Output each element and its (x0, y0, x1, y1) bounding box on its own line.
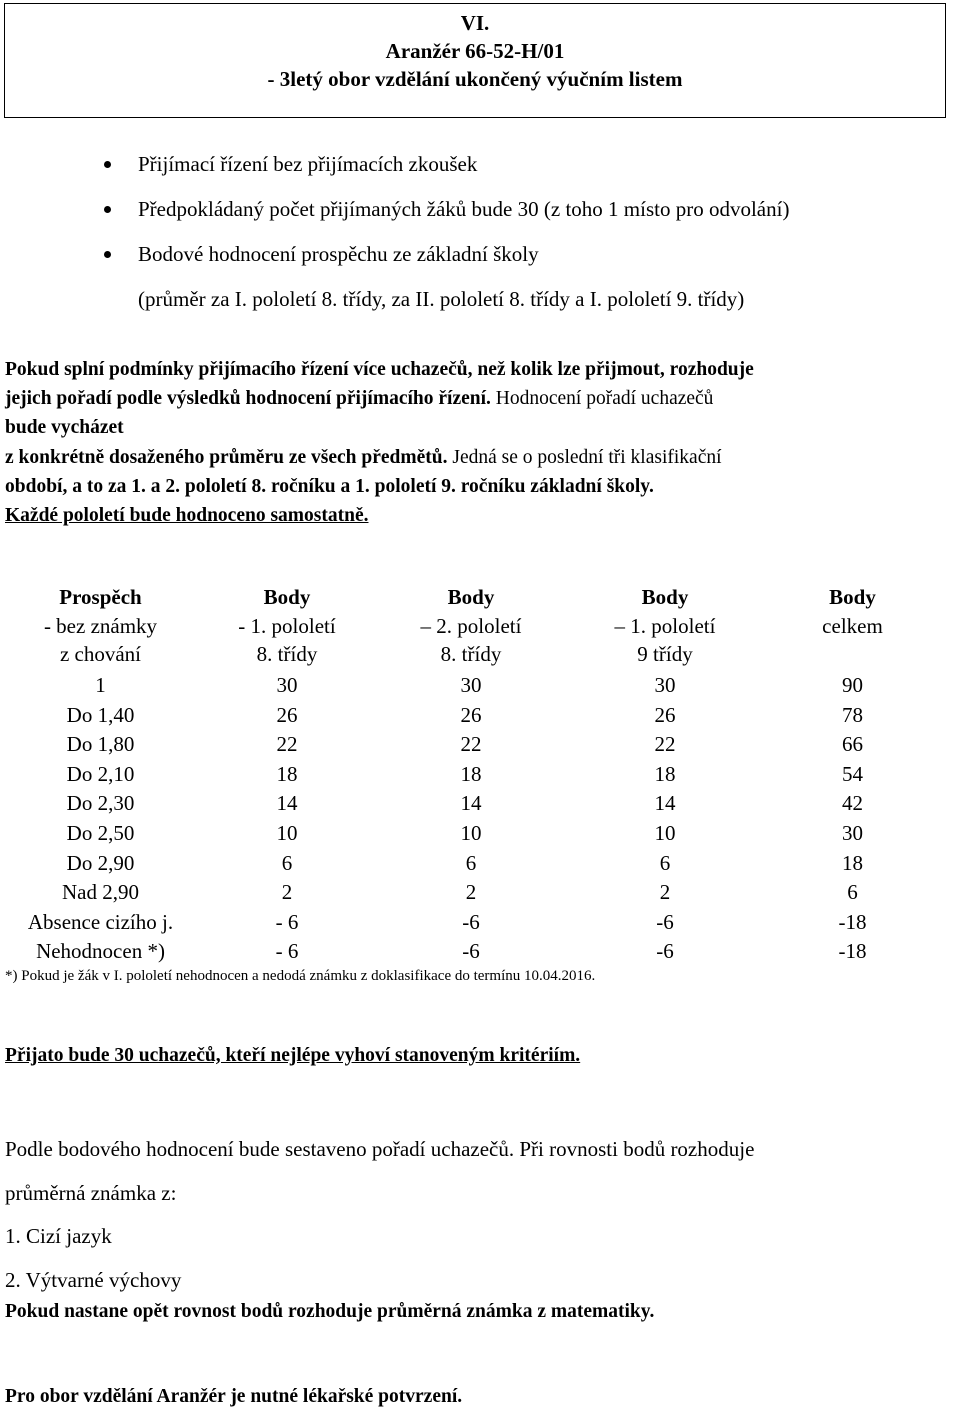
paragraph-text: jejich pořadí podle výsledků hodnocení přijímacího řízení. (5, 388, 491, 410)
paragraph-line: Každé pololetí bude hodnoceno samostatně. (5, 505, 369, 527)
table-cell: 6 (465, 850, 477, 875)
table-cell: - 6 (275, 939, 299, 964)
table-header-cell: Body - 1. pololetí 8. třídy (238, 585, 336, 666)
paragraph-text: Hodnocení pořadí uchazečů (490, 388, 714, 410)
paragraph-text: z konkrétně dosaženého průměru ze všech předmětů. (5, 446, 448, 468)
table-cell: Do 2,90 (66, 850, 135, 875)
table-cell: 54 (842, 761, 863, 786)
table-cell: 6 (847, 880, 858, 905)
table-cell: 14 (276, 791, 298, 816)
table-cell: 18 (654, 761, 676, 786)
table-cell: -6 (462, 909, 480, 934)
table-cell: 10 (460, 820, 482, 845)
table-cell: Do 2,50 (66, 820, 135, 845)
paragraph-line: bude vycházet (5, 417, 124, 439)
table-cell: -6 (656, 909, 674, 934)
table-cell: 30 (842, 820, 863, 845)
table-cell: 18 (276, 761, 298, 786)
table-cell: 66 (842, 732, 863, 757)
medical-requirement: Pro obor vzdělání Aranžér je nutné lékařské potvrzení. (5, 1386, 463, 1407)
table-row (4, 760, 940, 790)
table-cell: 2 (281, 880, 293, 905)
table-cell: 6 (659, 850, 671, 875)
table-cell: 22 (460, 732, 482, 757)
table-cell: - 6 (275, 909, 299, 934)
paragraph-line (5, 384, 960, 413)
table-footnote: *) Pokud je žák v I. pololetí nehodnocen a nedodá známku z doklasifikace do termínu 10.04.2016. (5, 968, 596, 984)
program-title: Aranžér 66-52-H/01 (385, 39, 565, 63)
math-tie-break: Pokud nastane opět rovnost bodů rozhoduje průměrná známka z matematiky. (5, 1301, 655, 1322)
table-cell: 2 (465, 880, 477, 905)
tie-break-rules (5, 1128, 754, 1302)
table-cell: Absence cizího j. (27, 909, 174, 934)
tie-break-line: Podle bodového hodnocení bude sestaveno pořadí uchazečů. Při rovnosti bodů rozhoduje (5, 1137, 755, 1161)
table-cell: 26 (276, 702, 298, 727)
table-cell: -6 (656, 939, 674, 964)
table-row (4, 878, 940, 908)
section-number: VI. (460, 11, 490, 35)
table-row (4, 730, 940, 760)
table-header-cell: Body – 2. pololetí 8. třídy (420, 585, 522, 666)
table-cell: 14 (654, 791, 676, 816)
table-cell: Nad 2,90 (62, 880, 139, 905)
table-cell: 10 (654, 820, 676, 845)
list-item: Předpokládaný počet přijímaných žáků bude 30 (z toho 1 místo pro odvolání) (0, 193, 960, 238)
table-cell: Do 2,30 (66, 791, 135, 816)
table-cell: 18 (460, 761, 482, 786)
table-cell: -18 (838, 939, 867, 964)
table-header-cell: Prospěch - bez známky z chování (43, 585, 158, 666)
tie-break-item: 2. Výtvarné výchovy (5, 1267, 182, 1292)
table-cell: 30 (654, 673, 676, 697)
table-cell: Do 1,40 (66, 702, 135, 727)
table-cell: 18 (842, 850, 863, 875)
table-cell: 6 (281, 850, 293, 875)
header-box (4, 3, 946, 118)
paragraph-line: období, a to za 1. a 2. pololetí 8. ročníku a 1. pololetí 9. ročníku základní školy. (5, 475, 654, 497)
table-cell: 26 (460, 702, 482, 727)
table-cell: Do 2,10 (66, 761, 135, 786)
table-row (4, 908, 940, 938)
table-header-cell: Body celkem (822, 585, 883, 638)
tie-break-line: průměrná známka z: (5, 1180, 177, 1205)
table-cell: 2 (659, 880, 671, 905)
list-item: Bodové hodnocení prospěchu ze základní školy (0, 238, 960, 283)
table-cell: 42 (842, 791, 863, 816)
table-cell: 78 (842, 702, 863, 727)
table-cell: 10 (276, 820, 298, 845)
paragraph-line: Pokud splní podmínky přijímacího řízení více uchazečů, než kolik lze přijmout, rozhoduje (5, 359, 754, 380)
table-cell: 14 (460, 791, 482, 816)
table-cell: 30 (460, 673, 482, 697)
table-row (4, 937, 940, 967)
table-cell: 30 (276, 673, 298, 697)
table-cell: 90 (842, 673, 863, 697)
table-header-cell: Body – 1. pololetí 9 třídy (614, 585, 716, 666)
table-row (4, 701, 940, 731)
program-subtitle: - 3letý obor vzdělání ukončený výučním listem (267, 67, 683, 91)
table-cell: Nehodnocen *) (36, 939, 165, 964)
table-row (4, 671, 940, 701)
table-cell: -6 (462, 939, 480, 964)
table-cell: 26 (654, 702, 676, 727)
ranking-paragraph (5, 355, 960, 530)
list-item: Přijímací řízení bez přijímacích zkoušek (0, 148, 960, 193)
criteria-list (0, 148, 960, 328)
table-header-row (4, 583, 940, 671)
paragraph-text: Jedná se o poslední tři klasifikační (447, 446, 722, 468)
table-cell: 1 (95, 673, 106, 697)
table-row (4, 789, 940, 819)
table-row (4, 849, 940, 879)
tie-break-item: 1. Cizí jazyk (5, 1224, 112, 1248)
table-cell: 22 (654, 732, 676, 757)
list-item-continuation: (průměr za I. pololetí 8. třídy, za II. pololetí 8. třídy a I. pololetí 9. třídy) (138, 287, 745, 311)
table-cell: Do 1,80 (66, 732, 135, 757)
table-cell: 22 (276, 732, 298, 757)
table-cell: -18 (838, 909, 867, 934)
paragraph-line (5, 443, 960, 472)
points-table (4, 583, 940, 967)
accepted-count-statement: Přijato bude 30 uchazečů, kteří nejlépe vyhoví stanoveným kritériím. (5, 1045, 581, 1066)
table-row (4, 819, 940, 849)
